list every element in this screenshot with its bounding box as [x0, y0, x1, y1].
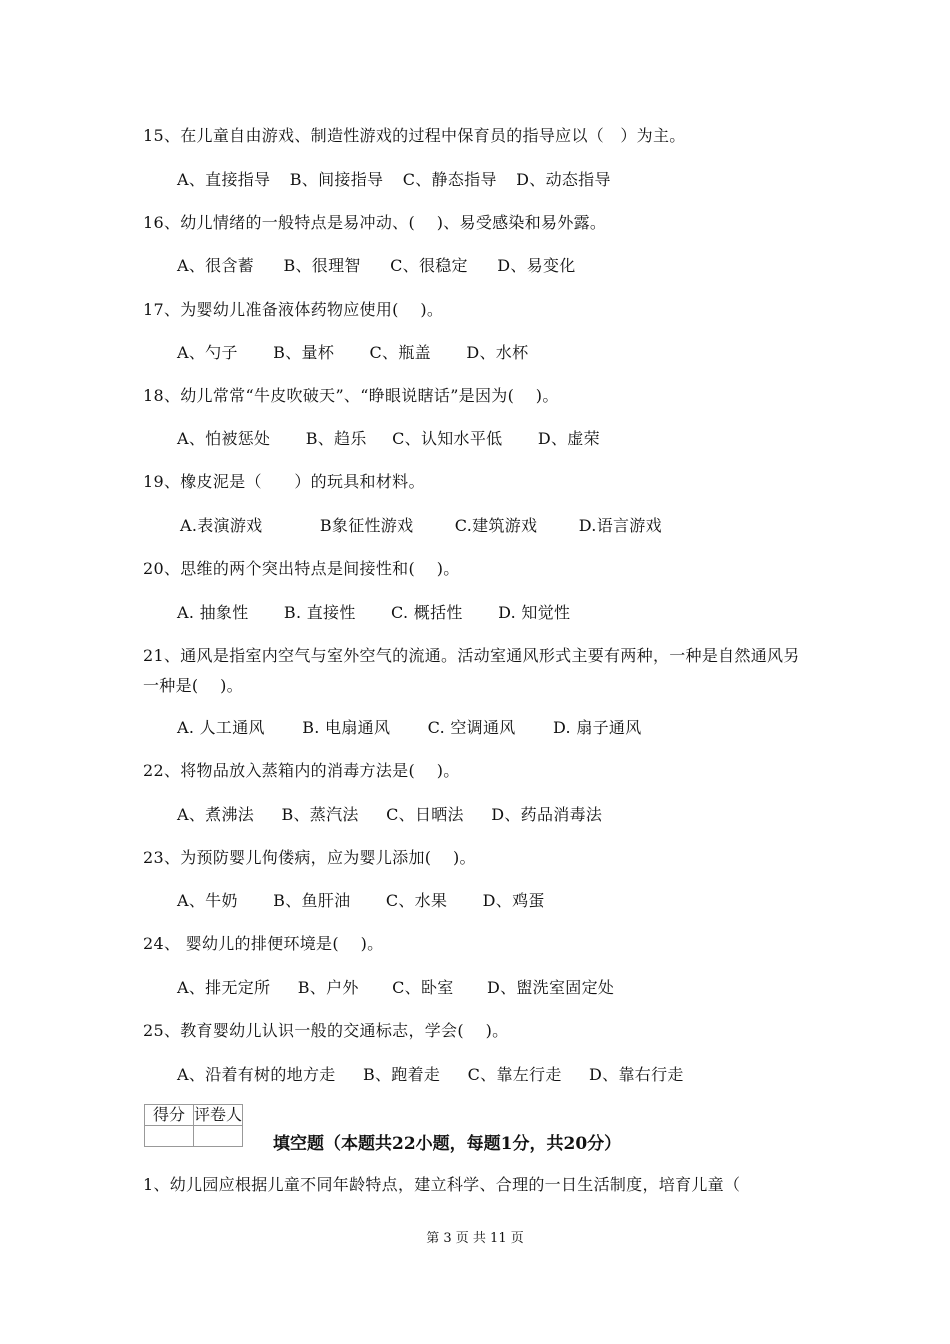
option-a: A、直接指导	[177, 170, 271, 189]
option-a: A、怕被惩处	[177, 429, 271, 448]
option-b: B、趋乐	[305, 429, 367, 448]
option-a: A、沿着有树的地方走	[177, 1065, 336, 1084]
option-d: D. 知觉性	[498, 603, 571, 622]
options-16	[177, 254, 576, 278]
option-b: B象征性游戏	[319, 516, 414, 535]
question-19: 19、橡皮泥是（ ）的玩具和材料。	[143, 472, 425, 491]
option-b: B、鱼肝油	[273, 891, 351, 910]
option-c: C.建筑游戏	[454, 516, 538, 535]
option-a: A、很含蓄	[177, 256, 255, 275]
option-c: C、日晒法	[386, 805, 464, 824]
options-17	[177, 341, 528, 365]
question-23: 23、为预防婴儿佝偻病，应为婴儿添加( )。	[143, 848, 476, 867]
question-25: 25、教育婴幼儿认识一般的交通标志，学会( )。	[143, 1021, 509, 1040]
option-c: C. 空调通风	[427, 718, 516, 737]
option-a: A、勺子	[177, 343, 238, 362]
option-d: D.语言游戏	[578, 516, 662, 535]
options-18	[177, 427, 600, 451]
option-d: D、药品消毒法	[491, 805, 603, 824]
grader-cell	[194, 1126, 243, 1147]
option-c: C. 概括性	[391, 603, 463, 622]
option-a: A、煮沸法	[177, 805, 255, 824]
options-23	[177, 889, 545, 913]
options-15	[177, 168, 611, 192]
option-a: A.表演游戏	[180, 516, 263, 535]
question-22: 22、将物品放入蒸箱内的消毒方法是( )。	[143, 761, 460, 780]
options-21	[177, 716, 642, 740]
option-c: C、静态指导	[402, 170, 497, 189]
option-d: D、水杯	[466, 343, 529, 362]
option-a: A、排无定所	[177, 978, 271, 997]
question-18: 18、幼儿常常“牛皮吹破天”、“睁眼说瞎话”是因为( )。	[143, 386, 559, 405]
page-footer: 第 3 页 共 11 页	[426, 1231, 524, 1246]
option-d: D、虚荣	[537, 429, 600, 448]
option-d: D、靠右行走	[589, 1065, 684, 1084]
option-d: D、鸡蛋	[482, 891, 545, 910]
option-d: D、动态指导	[516, 170, 611, 189]
option-d: D. 扇子通风	[552, 718, 642, 737]
option-c: C、水果	[385, 891, 448, 910]
option-b: B、蒸汽法	[281, 805, 359, 824]
option-c: C、很稳定	[390, 256, 468, 275]
option-c: C、认知水平低	[392, 429, 503, 448]
question-20: 20、思维的两个突出特点是间接性和( )。	[143, 559, 460, 578]
option-b: B、量杯	[273, 343, 335, 362]
option-c: C、卧室	[392, 978, 454, 997]
option-b: B. 电扇通风	[302, 718, 391, 737]
option-b: B、很理智	[283, 256, 361, 275]
option-b: B. 直接性	[283, 603, 356, 622]
score-table	[144, 1104, 243, 1147]
option-b: B、跑着走	[362, 1065, 441, 1084]
option-a: A、牛奶	[177, 891, 238, 910]
score-header: 得分	[145, 1105, 194, 1126]
option-d: D、易变化	[497, 256, 576, 275]
score-cell	[145, 1126, 194, 1147]
option-b: B、间接指导	[289, 170, 384, 189]
option-c: C、瓶盖	[369, 343, 431, 362]
options-20	[177, 601, 570, 625]
question-17: 17、为婴幼儿准备液体药物应使用( )。	[143, 300, 444, 319]
options-25	[177, 1063, 684, 1087]
option-a: A. 人工通风	[177, 718, 265, 737]
question-21: 21、通风是指室内空气与室外空气的流通。活动室通风形式主要有两种，一种是自然通风另一种是( )。	[143, 646, 800, 695]
option-b: B、户外	[297, 978, 359, 997]
option-a: A. 抽象性	[177, 603, 249, 622]
question-15: 15、在儿童自由游戏、制造性游戏的过程中保育员的指导应以（ ）为主。	[143, 126, 686, 145]
section-title: 填空题（本题共22小题，每题1分，共20分）	[273, 1134, 622, 1154]
question-16: 16、幼儿情绪的一般特点是易冲动、( )、易受感染和易外露。	[143, 213, 607, 232]
options-22	[177, 803, 602, 827]
fill-question-1: 1、幼儿园应根据儿童不同年龄特点，建立科学、合理的一日生活制度，培育儿童（	[143, 1175, 741, 1194]
question-24: 24、 婴幼儿的排便环境是( )。	[143, 934, 384, 953]
options-19	[180, 514, 662, 538]
option-c: C、靠左行走	[467, 1065, 562, 1084]
option-d: D、盥洗室固定处	[486, 978, 615, 997]
options-24	[177, 976, 614, 1000]
grader-header: 评卷人	[194, 1105, 243, 1124]
